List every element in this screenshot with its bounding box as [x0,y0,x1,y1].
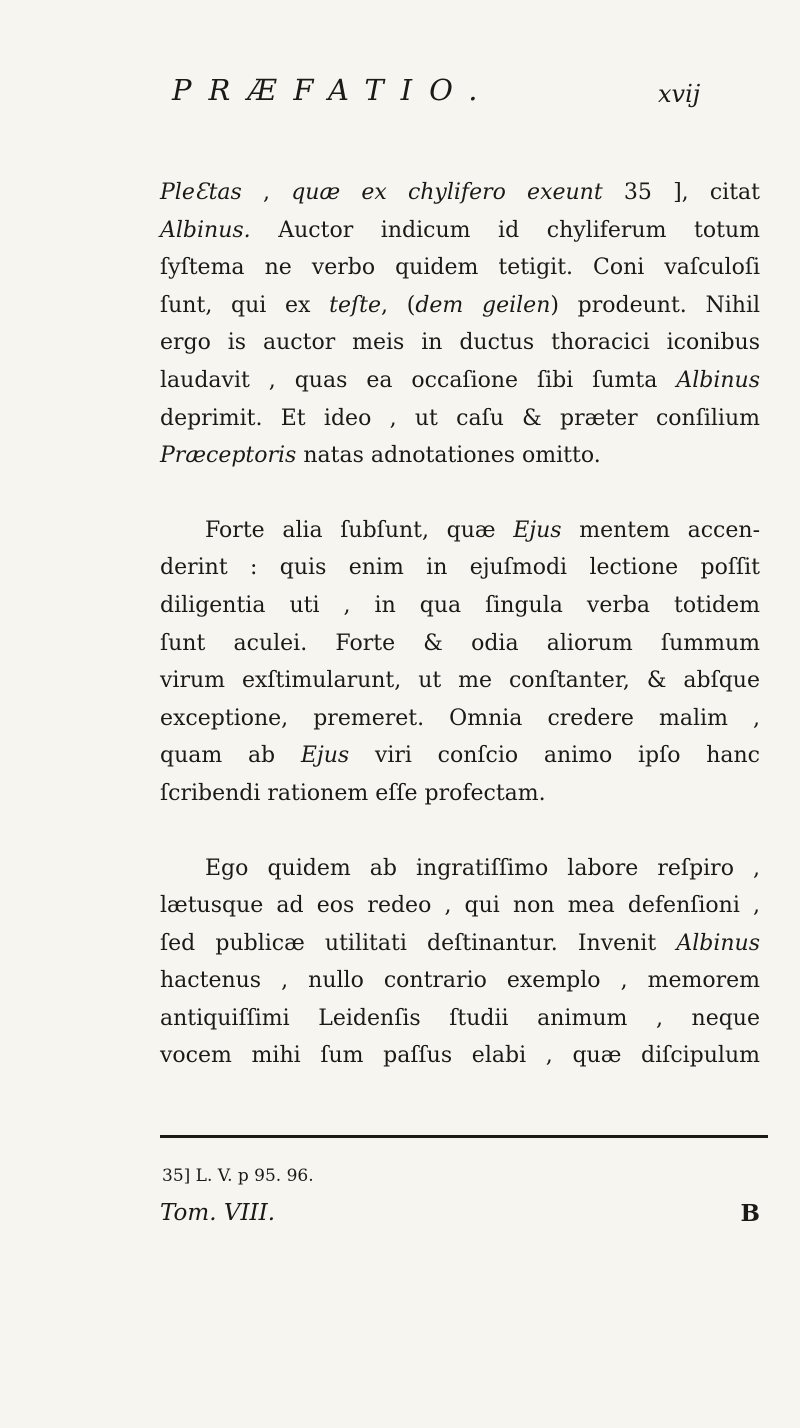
praeceptoris-word: Præceptoris [160,443,297,469]
footnote-rule [160,1135,768,1138]
text-line: ſyſtema ne verbo quidem tetigit. Coni vaſculoſi [160,255,760,281]
page-header [150,56,750,116]
text-line: ſed publicæ utilitati deſtinantur. Invenit Albinus [160,930,760,956]
text-line: hactenus , nullo contrario exemplo , memorem [160,968,760,994]
text-line: deprimit. Et ideo , ut caſu & præter conſilium [160,405,760,431]
text-line: derint : quis enim in ejuſmodi lectione poſſit [160,555,760,581]
text-line: ergo is auctor meis in ductus thoracici iconibus [160,330,760,356]
name-albinus: Albinus. [160,217,251,243]
text-line: ſcribendi rationem eſſe profectam. [160,780,546,806]
page-footer [160,1200,760,1230]
text-line: ſunt, qui ex teſte, (dem geilen) prodeunt. Nihil [160,292,761,318]
text-line: Forte alia ſubſunt, quæ Ejus mentem accen- [205,517,761,543]
text-line: lætusque ad eos redeo , qui non mea defenſioni , [160,893,760,919]
text-line: exceptione, premeret. Omnia credere malim , [160,705,760,731]
text-line: virum exſtimularunt, ut me conſtanter, & abſque [160,668,760,694]
ejus-word: Ejus [300,743,350,769]
teste-word: teſte [329,292,382,318]
tome-label: Tom. VIII. [160,1200,276,1226]
text-line: quam ab Ejus viri conſcio animo ipſo hanc [160,743,760,769]
paragraph-1 [160,174,760,475]
text-line: Albinus. Auctor indicum id chyliferum totum [160,217,760,243]
footnote: 35] L. V. p 95. 96. [162,1166,314,1186]
text-line: Præceptoris natas adnotationes omitto. [160,443,601,469]
ejus-word: Ejus [513,517,562,543]
name-albinus: Albinus [676,930,760,956]
phrase-italic: quæ ex chylifero exeunt [291,180,603,205]
text-line: antiquiſſimi Leidenſis ſtudii animum , neque [160,1005,760,1031]
text-line: laudavit , quas ea occaſione ſibi ſumta Albinus [160,367,760,393]
paragraph-2 [160,512,760,813]
text-line: diligentia uti , in qua ſingula verba totidem [160,592,760,618]
signature-mark: B [740,1200,760,1227]
paragraph-3 [160,850,760,1076]
name-albinus: Albinus [676,367,760,393]
pleetas-word: PleƐtas [160,180,242,205]
text-line: vocem mihi ſum paſſus elabi , quæ diſcipulum [160,1043,760,1069]
main-text [160,174,760,1075]
page-number: xvij [658,80,701,108]
text-line: PleƐtas , quæ ex chylifero exeunt 35 ], citat [160,180,760,205]
text-line: ſunt aculei. Forte & odia aliorum ſummum [160,630,760,656]
text-line: Ego quidem ab ingratiſſimo labore reſpiro , [205,855,760,881]
german-gloss: dem geilen [415,292,551,318]
running-title: PRÆFATIO. [172,73,495,107]
